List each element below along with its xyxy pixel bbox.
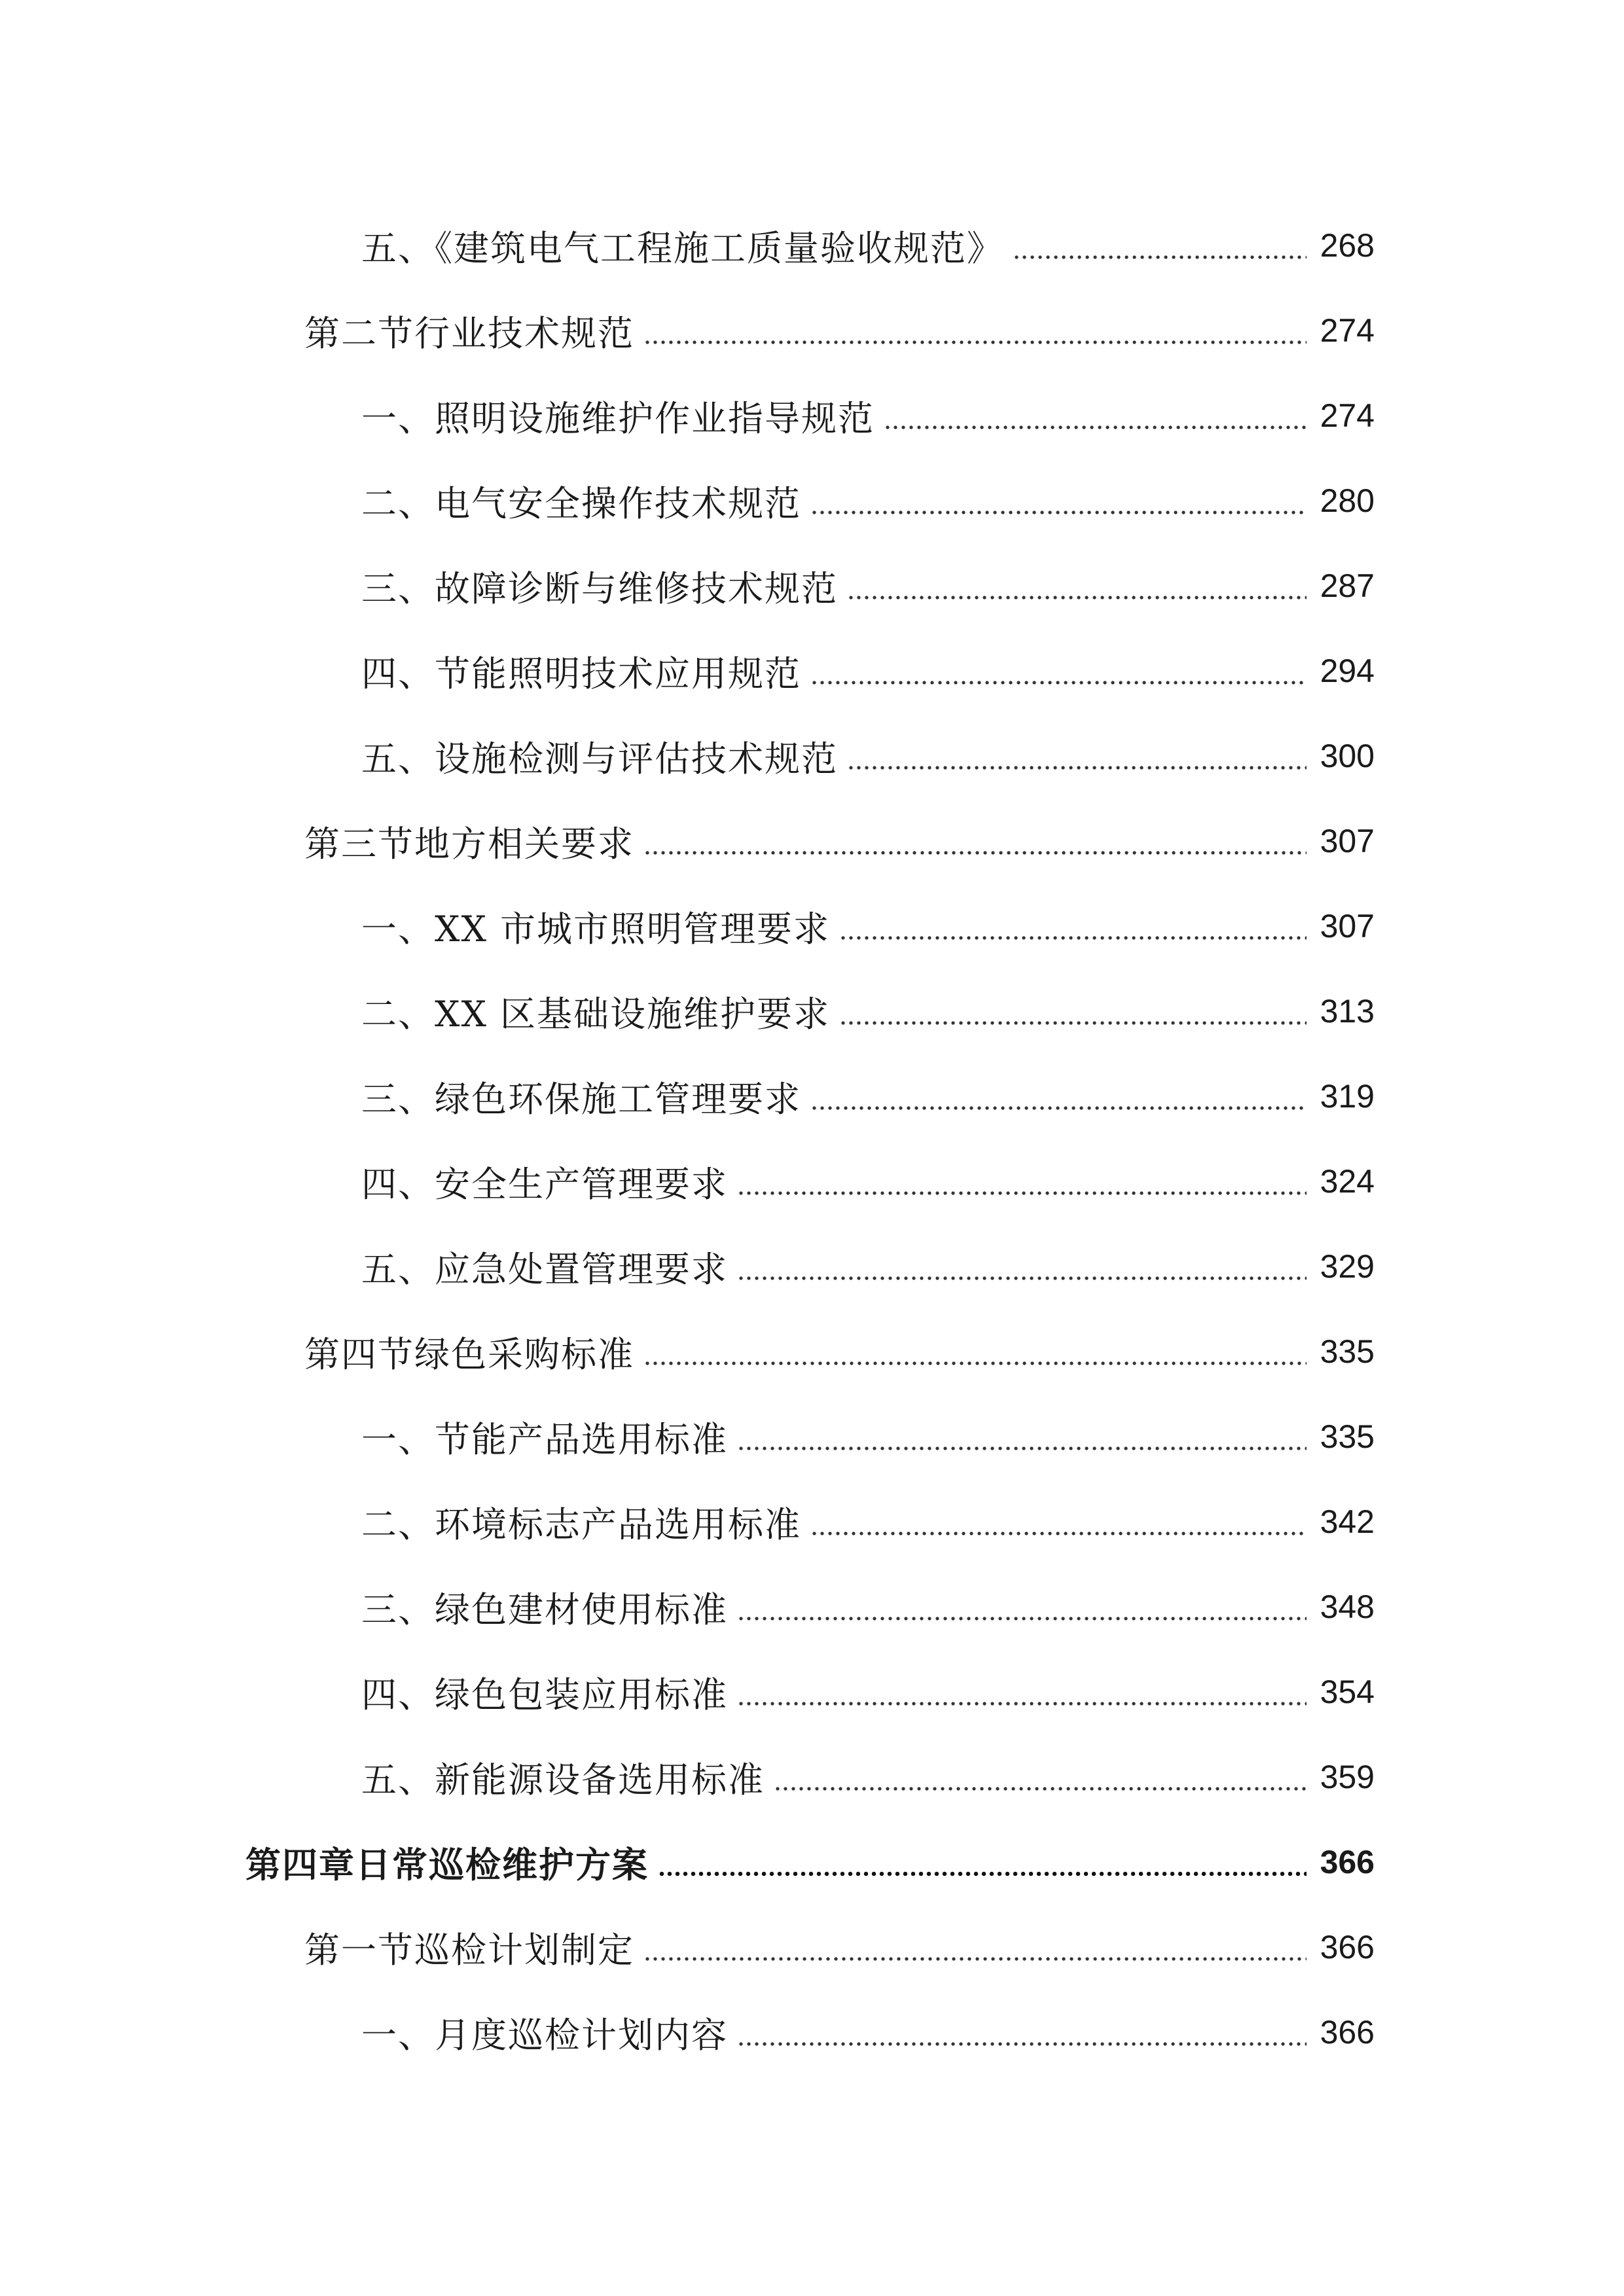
toc-entry-title: 第二节行业技术规范 — [304, 312, 634, 354]
toc-dot-leader — [810, 1530, 1307, 1537]
toc-page-number: 287 — [1320, 567, 1375, 604]
toc-entry-title: 二、环境标志产品选用标准 — [361, 1503, 801, 1545]
toc-subsection-entry[interactable] — [0, 1054, 1624, 1139]
toc-dot-leader — [643, 339, 1307, 346]
toc-entry-title: 四、节能照明技术应用规范 — [361, 653, 801, 694]
toc-subsection-entry[interactable] — [0, 1649, 1624, 1734]
toc-dot-leader — [810, 1105, 1307, 1111]
toc-subsection-entry[interactable] — [0, 1564, 1624, 1649]
toc-entry-title: 二、电气安全操作技术规范 — [361, 482, 801, 524]
toc-entry-title: 一、XX 市城市照明管理要求 — [361, 908, 831, 950]
toc-section-entry[interactable] — [0, 1309, 1624, 1394]
toc-dot-leader — [643, 850, 1307, 856]
toc-page-number: 329 — [1320, 1248, 1375, 1285]
toc-page-number: 366 — [1320, 2014, 1375, 2051]
toc-section-entry[interactable] — [0, 288, 1624, 373]
toc-entry-title: 二、XX 区基础设施维护要求 — [361, 993, 831, 1035]
toc-dot-leader — [810, 679, 1307, 686]
toc-entry-title: 五、《建筑电气工程施工质量验收规范》 — [361, 227, 1003, 269]
toc-subsection-entry[interactable] — [0, 373, 1624, 458]
toc-dot-leader — [643, 1956, 1307, 1962]
toc-page-number: 268 — [1320, 227, 1375, 264]
toc-subsection-entry[interactable] — [0, 203, 1624, 288]
toc-subsection-entry[interactable] — [0, 713, 1624, 798]
toc-subsection-entry[interactable] — [0, 1139, 1624, 1224]
toc-entry-title: 一、节能产品选用标准 — [361, 1418, 728, 1460]
toc-entry-title: 三、故障诊断与维修技术规范 — [361, 567, 838, 609]
toc-section-entry[interactable] — [0, 1905, 1624, 1990]
toc-entry-title: 五、设施检测与评估技术规范 — [361, 738, 838, 780]
toc-subsection-entry[interactable] — [0, 969, 1624, 1054]
table-of-contents — [0, 203, 1624, 2075]
toc-dot-leader — [810, 509, 1307, 516]
toc-subsection-entry[interactable] — [0, 884, 1624, 969]
toc-subsection-entry[interactable] — [0, 1479, 1624, 1564]
toc-page-number: 324 — [1320, 1163, 1375, 1200]
toc-dot-leader — [737, 2041, 1307, 2047]
toc-page-number: 366 — [1320, 1844, 1375, 1880]
toc-section-entry[interactable] — [0, 798, 1624, 884]
toc-page-number: 348 — [1320, 1588, 1375, 1625]
toc-page-number: 307 — [1320, 823, 1375, 859]
toc-entry-title: 五、应急处置管理要求 — [361, 1248, 728, 1290]
toc-page-number: 294 — [1320, 653, 1375, 689]
toc-page-number: 335 — [1320, 1333, 1375, 1370]
toc-subsection-entry[interactable] — [0, 1224, 1624, 1309]
toc-dot-leader — [643, 1360, 1307, 1367]
toc-chapter-entry[interactable] — [0, 1820, 1624, 1905]
toc-dot-leader — [1013, 254, 1307, 260]
toc-subsection-entry[interactable] — [0, 543, 1624, 628]
toc-page-number: 359 — [1320, 1759, 1375, 1795]
toc-entry-title: 第一节巡检计划制定 — [304, 1929, 634, 1971]
toc-page-number: 354 — [1320, 1674, 1375, 1710]
toc-subsection-entry[interactable] — [0, 458, 1624, 543]
toc-page-number: 274 — [1320, 312, 1375, 349]
toc-page-number: 280 — [1320, 482, 1375, 519]
toc-dot-leader — [847, 594, 1307, 601]
toc-entry-title: 三、绿色建材使用标准 — [361, 1588, 728, 1630]
toc-entry-title: 一、照明设施维护作业指导规范 — [361, 397, 875, 439]
toc-dot-leader — [884, 424, 1307, 431]
toc-page-number: 313 — [1320, 993, 1375, 1030]
toc-dot-leader — [737, 1275, 1307, 1282]
toc-dot-leader — [839, 1020, 1307, 1026]
toc-dot-leader — [847, 764, 1307, 771]
toc-page-number: 307 — [1320, 908, 1375, 944]
toc-page-number: 335 — [1320, 1418, 1375, 1455]
toc-dot-leader — [737, 1190, 1307, 1196]
toc-entry-title: 五、新能源设备选用标准 — [361, 1759, 765, 1801]
toc-subsection-entry[interactable] — [0, 1734, 1624, 1820]
toc-dot-leader — [737, 1445, 1307, 1452]
toc-subsection-entry[interactable] — [0, 628, 1624, 713]
toc-entry-title: 四、绿色包装应用标准 — [361, 1674, 728, 1715]
toc-page-number: 274 — [1320, 397, 1375, 434]
toc-entry-title: 第四节绿色采购标准 — [304, 1333, 634, 1375]
toc-page-number: 342 — [1320, 1503, 1375, 1540]
toc-page-number: 300 — [1320, 738, 1375, 774]
toc-entry-title: 三、绿色环保施工管理要求 — [361, 1078, 801, 1120]
toc-entry-title: 四、安全生产管理要求 — [361, 1163, 728, 1205]
toc-subsection-entry[interactable] — [0, 1394, 1624, 1479]
toc-page-number: 319 — [1320, 1078, 1375, 1115]
toc-page-number: 366 — [1320, 1929, 1375, 1965]
toc-entry-title: 一、月度巡检计划内容 — [361, 2014, 728, 2056]
toc-dot-leader — [658, 1871, 1307, 1877]
toc-entry-title: 第四章日常巡检维护方案 — [245, 1843, 649, 1886]
toc-dot-leader — [737, 1700, 1307, 1707]
toc-dot-leader — [737, 1615, 1307, 1622]
toc-subsection-entry[interactable] — [0, 1990, 1624, 2075]
toc-dot-leader — [774, 1785, 1307, 1792]
toc-entry-title: 第三节地方相关要求 — [304, 823, 634, 865]
toc-dot-leader — [839, 935, 1307, 941]
